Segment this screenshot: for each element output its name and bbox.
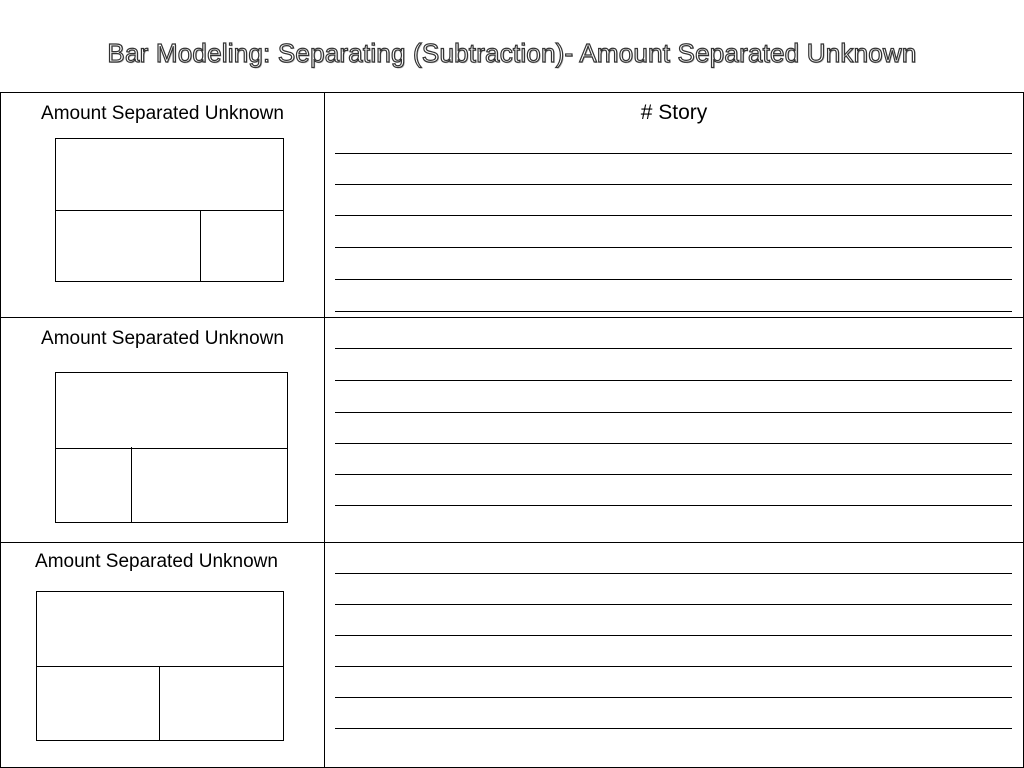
page-title: Bar Modeling: Separating (Subtraction)- Amount Separated Unknown (107, 38, 917, 68)
story-cell (325, 93, 1024, 318)
story-cell (325, 543, 1024, 768)
bar-model-cell (1, 543, 325, 768)
bar-model-whole-box (56, 139, 283, 211)
bar-model-diagram (36, 591, 284, 741)
writing-line[interactable] (335, 505, 1012, 506)
worksheet-row-3 (1, 543, 1024, 768)
bar-model-diagram (55, 372, 288, 523)
writing-line[interactable] (335, 348, 1012, 349)
writing-line[interactable] (335, 443, 1012, 444)
writing-line[interactable] (335, 215, 1012, 216)
writing-line[interactable] (335, 247, 1012, 248)
bar-model-whole-box (37, 592, 283, 667)
bar-model-label: Amount Separated Unknown (41, 328, 284, 349)
writing-line[interactable] (335, 153, 1012, 154)
writing-line[interactable] (335, 697, 1012, 698)
bar-model-label: Amount Separated Unknown (35, 551, 278, 572)
writing-line[interactable] (335, 635, 1012, 636)
worksheet-row-1 (1, 93, 1024, 318)
writing-line[interactable] (335, 412, 1012, 413)
bar-model-whole-box (56, 373, 287, 449)
writing-line[interactable] (335, 184, 1012, 185)
writing-line[interactable] (335, 604, 1012, 605)
writing-line[interactable] (335, 666, 1012, 667)
story-heading: # Story (640, 101, 708, 124)
bar-model-cell (1, 318, 325, 543)
bar-model-part-divider (159, 666, 160, 740)
worksheet-row-2 (1, 318, 1024, 543)
story-cell (325, 318, 1024, 543)
writing-line[interactable] (335, 279, 1012, 280)
writing-line[interactable] (335, 311, 1012, 312)
writing-line[interactable] (335, 728, 1012, 729)
writing-line[interactable] (335, 380, 1012, 381)
bar-model-part-divider (131, 447, 132, 522)
writing-line[interactable] (335, 474, 1012, 475)
writing-line[interactable] (335, 573, 1012, 574)
bar-model-cell (1, 93, 325, 318)
worksheet-table (0, 92, 1024, 768)
bar-model-part-divider (200, 211, 201, 281)
bar-model-label: Amount Separated Unknown (41, 103, 284, 124)
bar-model-diagram (55, 138, 284, 282)
